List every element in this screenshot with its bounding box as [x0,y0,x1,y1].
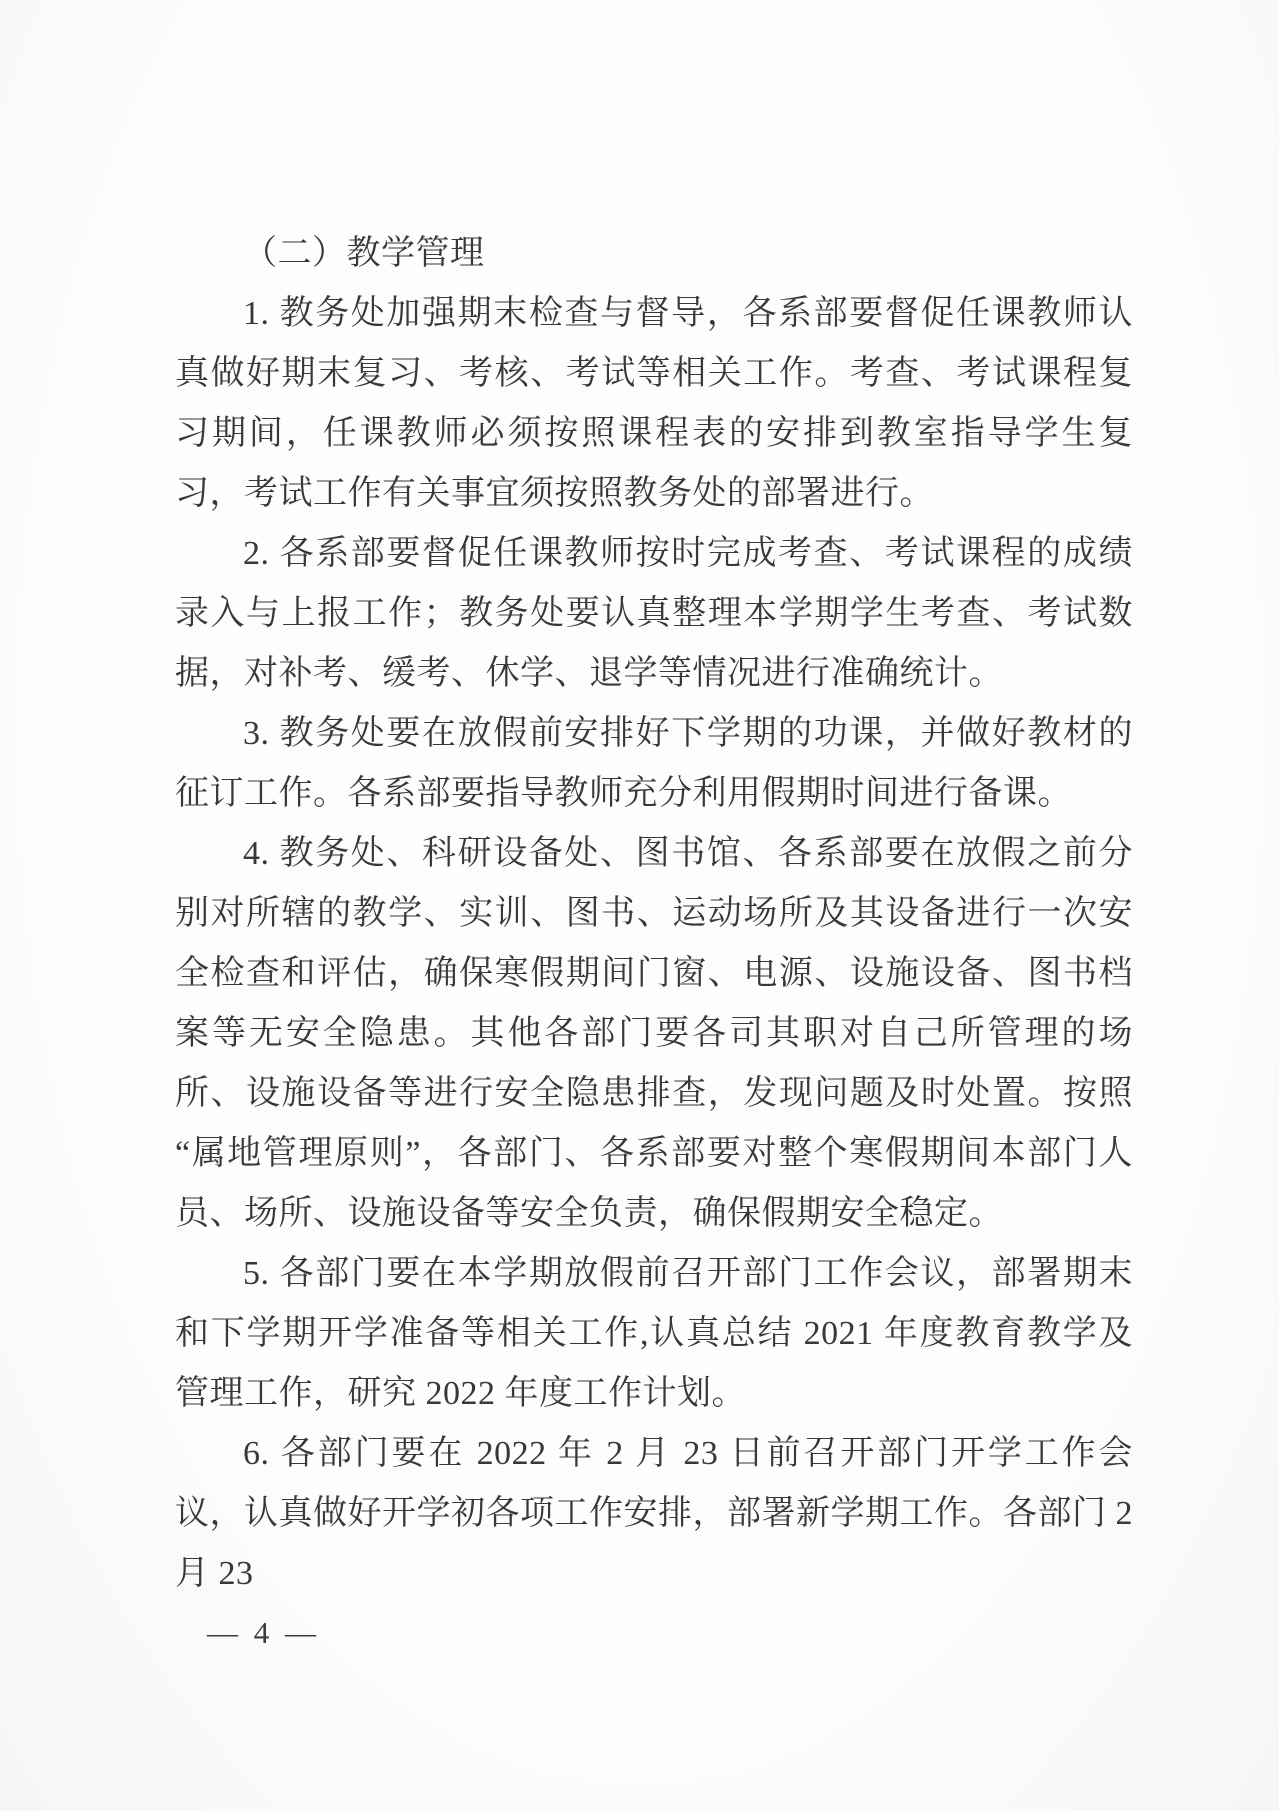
page-number: — 4 — [207,1615,320,1650]
paragraph-6: 6. 各部门要在 2022 年 2 月 23 日前召开部门开学工作会议，认真做好开学初各项工作安排，部署新学期工作。各部门 2 月 23 [175,1435,1133,1592]
paragraph-3: 3. 教务处要在放假前安排好下学期的功课，并做好教材的征订工作。各系部要指导教师充分利用假期时间进行备课。 [175,715,1133,812]
paragraph-4: 4. 教务处、科研设备处、图书馆、各系部要在放假之前分别对所辖的教学、实训、图书、运动场所及其设备进行一次安全检查和评估，确保寒假期间门窗、电源、设施设备、图书档案等无安全隐患。其他各部门要各司其职对自己所管理的场所、设施设备等进行安全隐患排查，发现问题及时处置。按照“属地管理原则”，各部门、各系部要对整个寒假期间本部门人员、场所、设施设备等安全负责，确保假期安全稳定。 [175,835,1133,1232]
document-body [175,224,1133,1604]
paragraph-2: 2. 各系部要督促任课教师按时完成考查、考试课程的成绩录入与上报工作；教务处要认真整理本学期学生考查、考试数据，对补考、缓考、休学、退学等情况进行准确统计。 [175,535,1133,692]
paragraph-5: 5. 各部门要在本学期放假前召开部门工作会议，部署期末和下学期开学准备等相关工作,认真总结 2021 年度教育教学及管理工作，研究 2022 年度工作计划。 [175,1255,1133,1412]
section-heading: （二）教学管理 [243,235,485,272]
paragraph-1: 1. 教务处加强期末检查与督导，各系部要督促任课教师认真做好期末复习、考核、考试等相关工作。考查、考试课程复习期间，任课教师必须按照课程表的安排到教室指导学生复习，考试工作有关事宜须按照教务处的部署进行。 [175,295,1133,512]
